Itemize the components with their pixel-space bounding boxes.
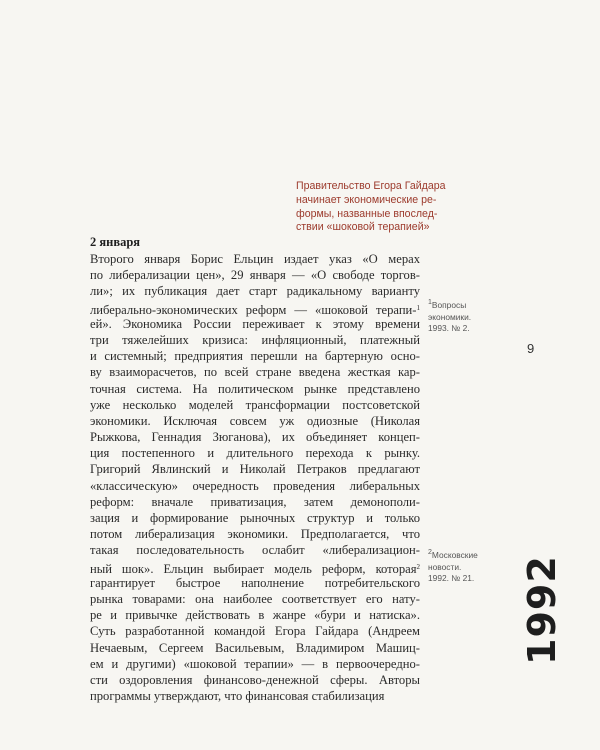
pullquote-line: ствии «шоковой терапией»: [296, 221, 430, 234]
body-line: ный шок». Ельцин выбирает модель реформ, которая$^2$: [90, 561, 420, 576]
pullquote-line: формы, названные впослед-: [296, 207, 438, 220]
body-line: ция постепенного и длительного перехода к рынку.: [90, 446, 420, 461]
body-line: ем и другими) «шоковой терапии» — в первоочередно-: [90, 656, 420, 671]
body-line: ву взаиморасчетов, по всей стране введена жесткая кар-: [90, 365, 420, 380]
body-line: Суть разработанной командой Егора Гайдара (Андреем: [90, 624, 420, 639]
body-line: потом либерализация экономики. Предполагается, что: [90, 527, 420, 542]
footnote-1: $^1$Вопросы экономики. 1993. № 2.: [428, 299, 472, 334]
footnote-ref: 2: [416, 562, 420, 571]
pullquote: [296, 180, 454, 235]
body-line: рынка товарами: она наиболее соответствует его нату-: [90, 591, 420, 606]
footnote-2: $^2$Московские новости. 1992. № 21.: [428, 549, 478, 584]
body-line: уже несколько моделей трансформации постсоветской: [90, 397, 420, 412]
entry-body-text: [90, 251, 420, 704]
body-line: реформ: вначале приватизация, затем демонополи-: [90, 494, 420, 509]
footnote-marker: 2: [428, 549, 432, 556]
body-line: точная система. На политическом рынке представлено: [90, 381, 420, 396]
pullquote-line: Правительство Егора Гайдара: [296, 180, 446, 192]
body-line: программы утверждают, что финансовая стабилизация: [90, 689, 385, 704]
body-line: ей». Экономика России переживает к этому времени: [90, 316, 420, 331]
body-line: Григорий Явлинский и Николай Петраков предлагают: [90, 462, 420, 477]
body-line: ре и привычке действовать в жанре «бури и натиска».: [90, 608, 420, 623]
body-line: зация и формирование рыночных структур и только: [90, 511, 420, 525]
body-line: по либерализации цен», 29 января — «О свободе торгов-: [90, 268, 420, 283]
entry-date-heading: 2 января: [90, 235, 141, 249]
body-line: сти оздоровления финансово-денежной сферы. Авторы: [90, 672, 420, 687]
body-line: «классическую» очередность проведения либеральных: [90, 478, 420, 493]
footnote-marker: 1: [428, 299, 432, 306]
body-line: ли»; их публикация дает старт радикальному варианту: [90, 284, 420, 299]
body-line: такая последовательность ослабит «либерализацион-: [90, 543, 420, 558]
year-marker: 1992: [520, 555, 564, 665]
body-line: и системный; предприятия перешли на бартерную осно-: [90, 349, 420, 364]
body-line: либерально-экономических реформ — «шоковой терапи-$^1$: [90, 302, 420, 317]
footnote-ref: 1: [416, 303, 420, 312]
body-line: гарантирует быстрое наполнение потребительского: [90, 575, 420, 590]
body-line: три тяжелейших кризиса: инфляционный, платежный: [90, 332, 420, 347]
body-line: Второго января Борис Ельцин издает указ «О мерах: [90, 252, 420, 266]
page-number: 9: [527, 341, 535, 356]
body-line: Нечаевым, Сергеем Васильевым, Владимиром Машиц-: [90, 640, 420, 655]
body-line: Рыжкова, Геннадия Зюганова), их объединяет концеп-: [90, 430, 420, 445]
pullquote-line: начинает экономические ре-: [296, 193, 437, 206]
body-line: экономики. Исключая совсем уж одиозные (Николая: [90, 413, 420, 428]
